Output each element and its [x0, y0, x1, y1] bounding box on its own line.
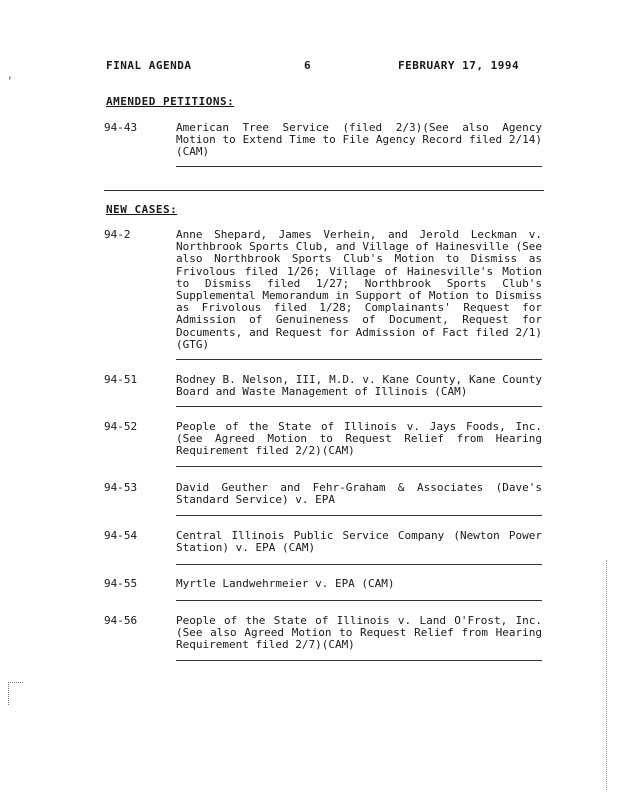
case-number: 94-55	[104, 577, 138, 590]
case-description: Myrtle Landwehrmeier v. EPA (CAM)	[176, 577, 395, 590]
new-cases-heading: NEW CASES:	[106, 203, 178, 216]
case-divider	[176, 466, 542, 467]
case-divider	[176, 600, 542, 601]
case-description: David Geuther and Fehr-Graham & Associates (Dave's Standard Service) v. EPA	[176, 481, 542, 507]
case-number: 94-43	[104, 121, 138, 134]
header-title: FINAL AGENDA	[106, 59, 192, 72]
header-page-number: 6	[304, 59, 312, 72]
case-divider	[176, 166, 542, 167]
case-number: 94-54	[104, 529, 138, 542]
case-description: Anne Shepard, James Verhein, and Jerold Leckman v. Northbrook Sports Club, and Village of Hainesville (See also Northbrook Sports Club's Motion to Dismiss as Frivolous filed 1/26; Village of Hainesville's Motion to Dismiss filed 1/27; Northbrook Sports Club's Supplemental Memorandum in Support of Motion to Dismiss as Frivolous filed 1/28; Complainants' Request for Admission of Genuineness of Document, Request for Documents, and Request for Admission of Fact filed 2/1)(GTG)	[176, 228, 542, 351]
case-divider	[176, 359, 542, 360]
case-divider	[176, 564, 542, 565]
case-number: 94-2	[104, 228, 131, 241]
case-number: 94-51	[104, 373, 138, 386]
header-date: FEBRUARY 17, 1994	[398, 59, 520, 72]
amended-petitions-heading: AMENDED PETITIONS:	[106, 95, 235, 108]
case-divider	[176, 515, 542, 516]
case-description: Central Illinois Public Service Company (Newton Power Station) v. EPA (CAM)	[176, 529, 542, 555]
case-divider	[176, 406, 542, 407]
section-divider	[104, 190, 544, 191]
scan-mark: ,	[7, 70, 14, 81]
scan-smudge	[8, 682, 23, 705]
case-description: American Tree Service (filed 2/3)(See also Agency Motion to Extend Time to File Agency Record filed 2/14)(CAM)	[176, 121, 542, 159]
case-number: 94-52	[104, 420, 138, 433]
case-description: People of the State of Illinois v. Land O'Frost, Inc. (See also Agreed Motion to Request Relief from Hearing Requirement filed 2/7)(CAM)	[176, 614, 542, 652]
case-number: 94-53	[104, 481, 138, 494]
scan-edge-line	[606, 560, 608, 790]
case-description: People of the State of Illinois v. Jays Foods, Inc. (See Agreed Motion to Request Relief from Hearing Requirement filed 2/2)(CAM)	[176, 420, 542, 458]
case-description: Rodney B. Nelson, III, M.D. v. Kane County, Kane County Board and Waste Management of Illinois (CAM)	[176, 373, 542, 399]
case-number: 94-56	[104, 614, 138, 627]
case-divider	[176, 660, 542, 661]
